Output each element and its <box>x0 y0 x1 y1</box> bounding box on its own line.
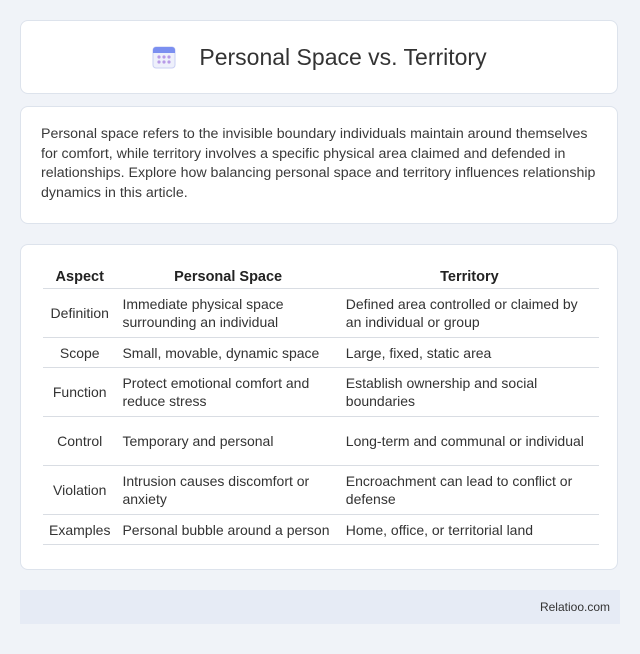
aspect-cell: Function <box>43 368 116 417</box>
personal-space-cell: Immediate physical space surrounding an individual <box>116 289 339 338</box>
table-row <box>43 368 599 417</box>
calendar-icon <box>151 44 177 70</box>
aspect-cell: Control <box>43 417 116 466</box>
table-row <box>43 289 599 338</box>
personal-space-cell: Small, movable, dynamic space <box>116 338 339 368</box>
header-territory: Territory <box>340 267 599 289</box>
personal-space-cell: Protect emotional comfort and reduce stress <box>116 368 339 417</box>
territory-cell: Long-term and communal or individual <box>340 417 599 466</box>
territory-cell: Large, fixed, static area <box>340 338 599 368</box>
page-title: Personal Space vs. Territory <box>199 43 487 70</box>
aspect-cell: Examples <box>43 515 116 545</box>
aspect-cell: Violation <box>43 466 116 515</box>
header-aspect: Aspect <box>43 267 116 289</box>
title-card <box>20 20 618 94</box>
personal-space-cell: Personal bubble around a person <box>116 515 339 545</box>
personal-space-cell: Intrusion causes discomfort or anxiety <box>116 466 339 515</box>
aspect-cell: Scope <box>43 338 116 368</box>
territory-cell: Defined area controlled or claimed by an individual or group <box>340 289 599 338</box>
table-card <box>20 244 618 570</box>
intro-text: Personal space refers to the invisible boundary individuals maintain around themselves for comfort, while territory involves a specific physical area claimed and defended in relationships. Explore how balancing personal space and territory influences relationship dynamics in this article. <box>41 126 596 201</box>
territory-cell: Establish ownership and social boundaries <box>340 368 599 417</box>
territory-cell: Home, office, or territorial land <box>340 515 599 545</box>
table-row <box>43 417 599 466</box>
intro-card <box>20 106 618 224</box>
personal-space-cell: Temporary and personal <box>116 417 339 466</box>
table-row <box>43 515 599 545</box>
aspect-cell: Definition <box>43 289 116 338</box>
footer <box>20 590 620 624</box>
table-row <box>43 338 599 368</box>
table-row <box>43 466 599 515</box>
table-header-row <box>43 267 599 289</box>
territory-cell: Encroachment can lead to conflict or defense <box>340 466 599 515</box>
comparison-table <box>43 267 599 545</box>
footer-brand[interactable]: Relatioo.com <box>539 600 610 614</box>
header-personal-space: Personal Space <box>116 267 339 289</box>
